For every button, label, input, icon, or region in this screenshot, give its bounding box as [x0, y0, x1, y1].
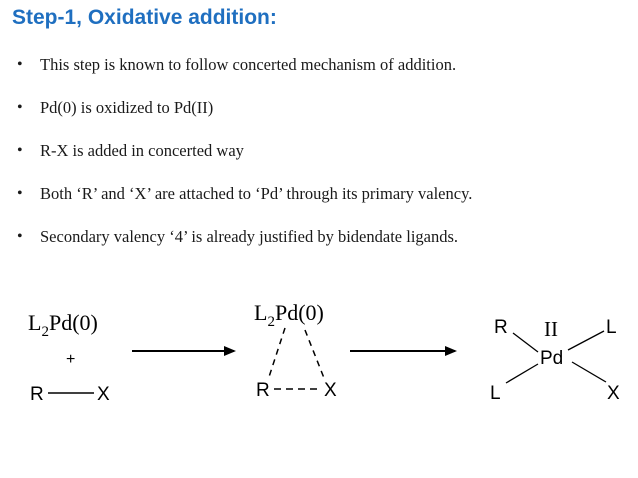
bullet-item: [0, 54, 638, 97]
dashed-bond-pd-x: [305, 330, 324, 378]
slide-title: Step-1, Oxidative addition:: [12, 6, 277, 29]
reaction-scheme: [0, 290, 638, 420]
product-group: [490, 317, 620, 404]
transition-complex: $L_2Pd(0)$: [254, 300, 324, 330]
transition-r: R: [256, 380, 270, 401]
reactant-group: [28, 310, 110, 405]
bullet-text: Pd(0) is oxidized to Pd(II): [40, 98, 214, 117]
bullet-text: This step is known to follow concerted mechanism of addition.: [40, 55, 457, 74]
transition-state-group: [254, 300, 337, 401]
bullet-item: [0, 226, 638, 269]
product-l-bottom: L: [490, 383, 501, 404]
bullet-text: Secondary valency ‘4’ is already justified by bidendate ligands.: [40, 227, 459, 246]
bullet-text: Both ‘R’ and ‘X’ are attached to ‘Pd’ through its primary valency.: [40, 184, 473, 203]
bullet-glyph: •: [17, 142, 23, 159]
bond-pd-x: [572, 362, 606, 382]
dashed-bond-pd-r: [268, 328, 285, 380]
bullet-item: [0, 183, 638, 226]
reactant-complex: $L_2Pd(0)$: [28, 310, 98, 340]
bullet-glyph: •: [17, 99, 23, 116]
bullet-item: [0, 140, 638, 183]
reactant-r: R: [30, 384, 44, 405]
bullet-item: [0, 97, 638, 140]
product-metal: Pd: [540, 348, 564, 369]
bond-pd-l: [506, 364, 538, 383]
bullet-glyph: •: [17, 185, 23, 202]
bullet-glyph: •: [17, 56, 23, 73]
bullet-text: R-X is added in concerted way: [40, 141, 244, 160]
bullet-glyph: •: [17, 228, 23, 245]
oxidation-state: II: [544, 317, 558, 341]
bond-l-pd: [568, 331, 604, 350]
product-x: X: [607, 383, 620, 404]
bullet-list: [0, 54, 638, 269]
product-r: R: [494, 317, 508, 338]
product-l-top: L: [606, 317, 617, 338]
reactant-x: X: [97, 384, 110, 405]
plus-sign: +: [66, 351, 76, 368]
bond-r-pd: [513, 333, 538, 352]
transition-x: X: [324, 380, 337, 401]
